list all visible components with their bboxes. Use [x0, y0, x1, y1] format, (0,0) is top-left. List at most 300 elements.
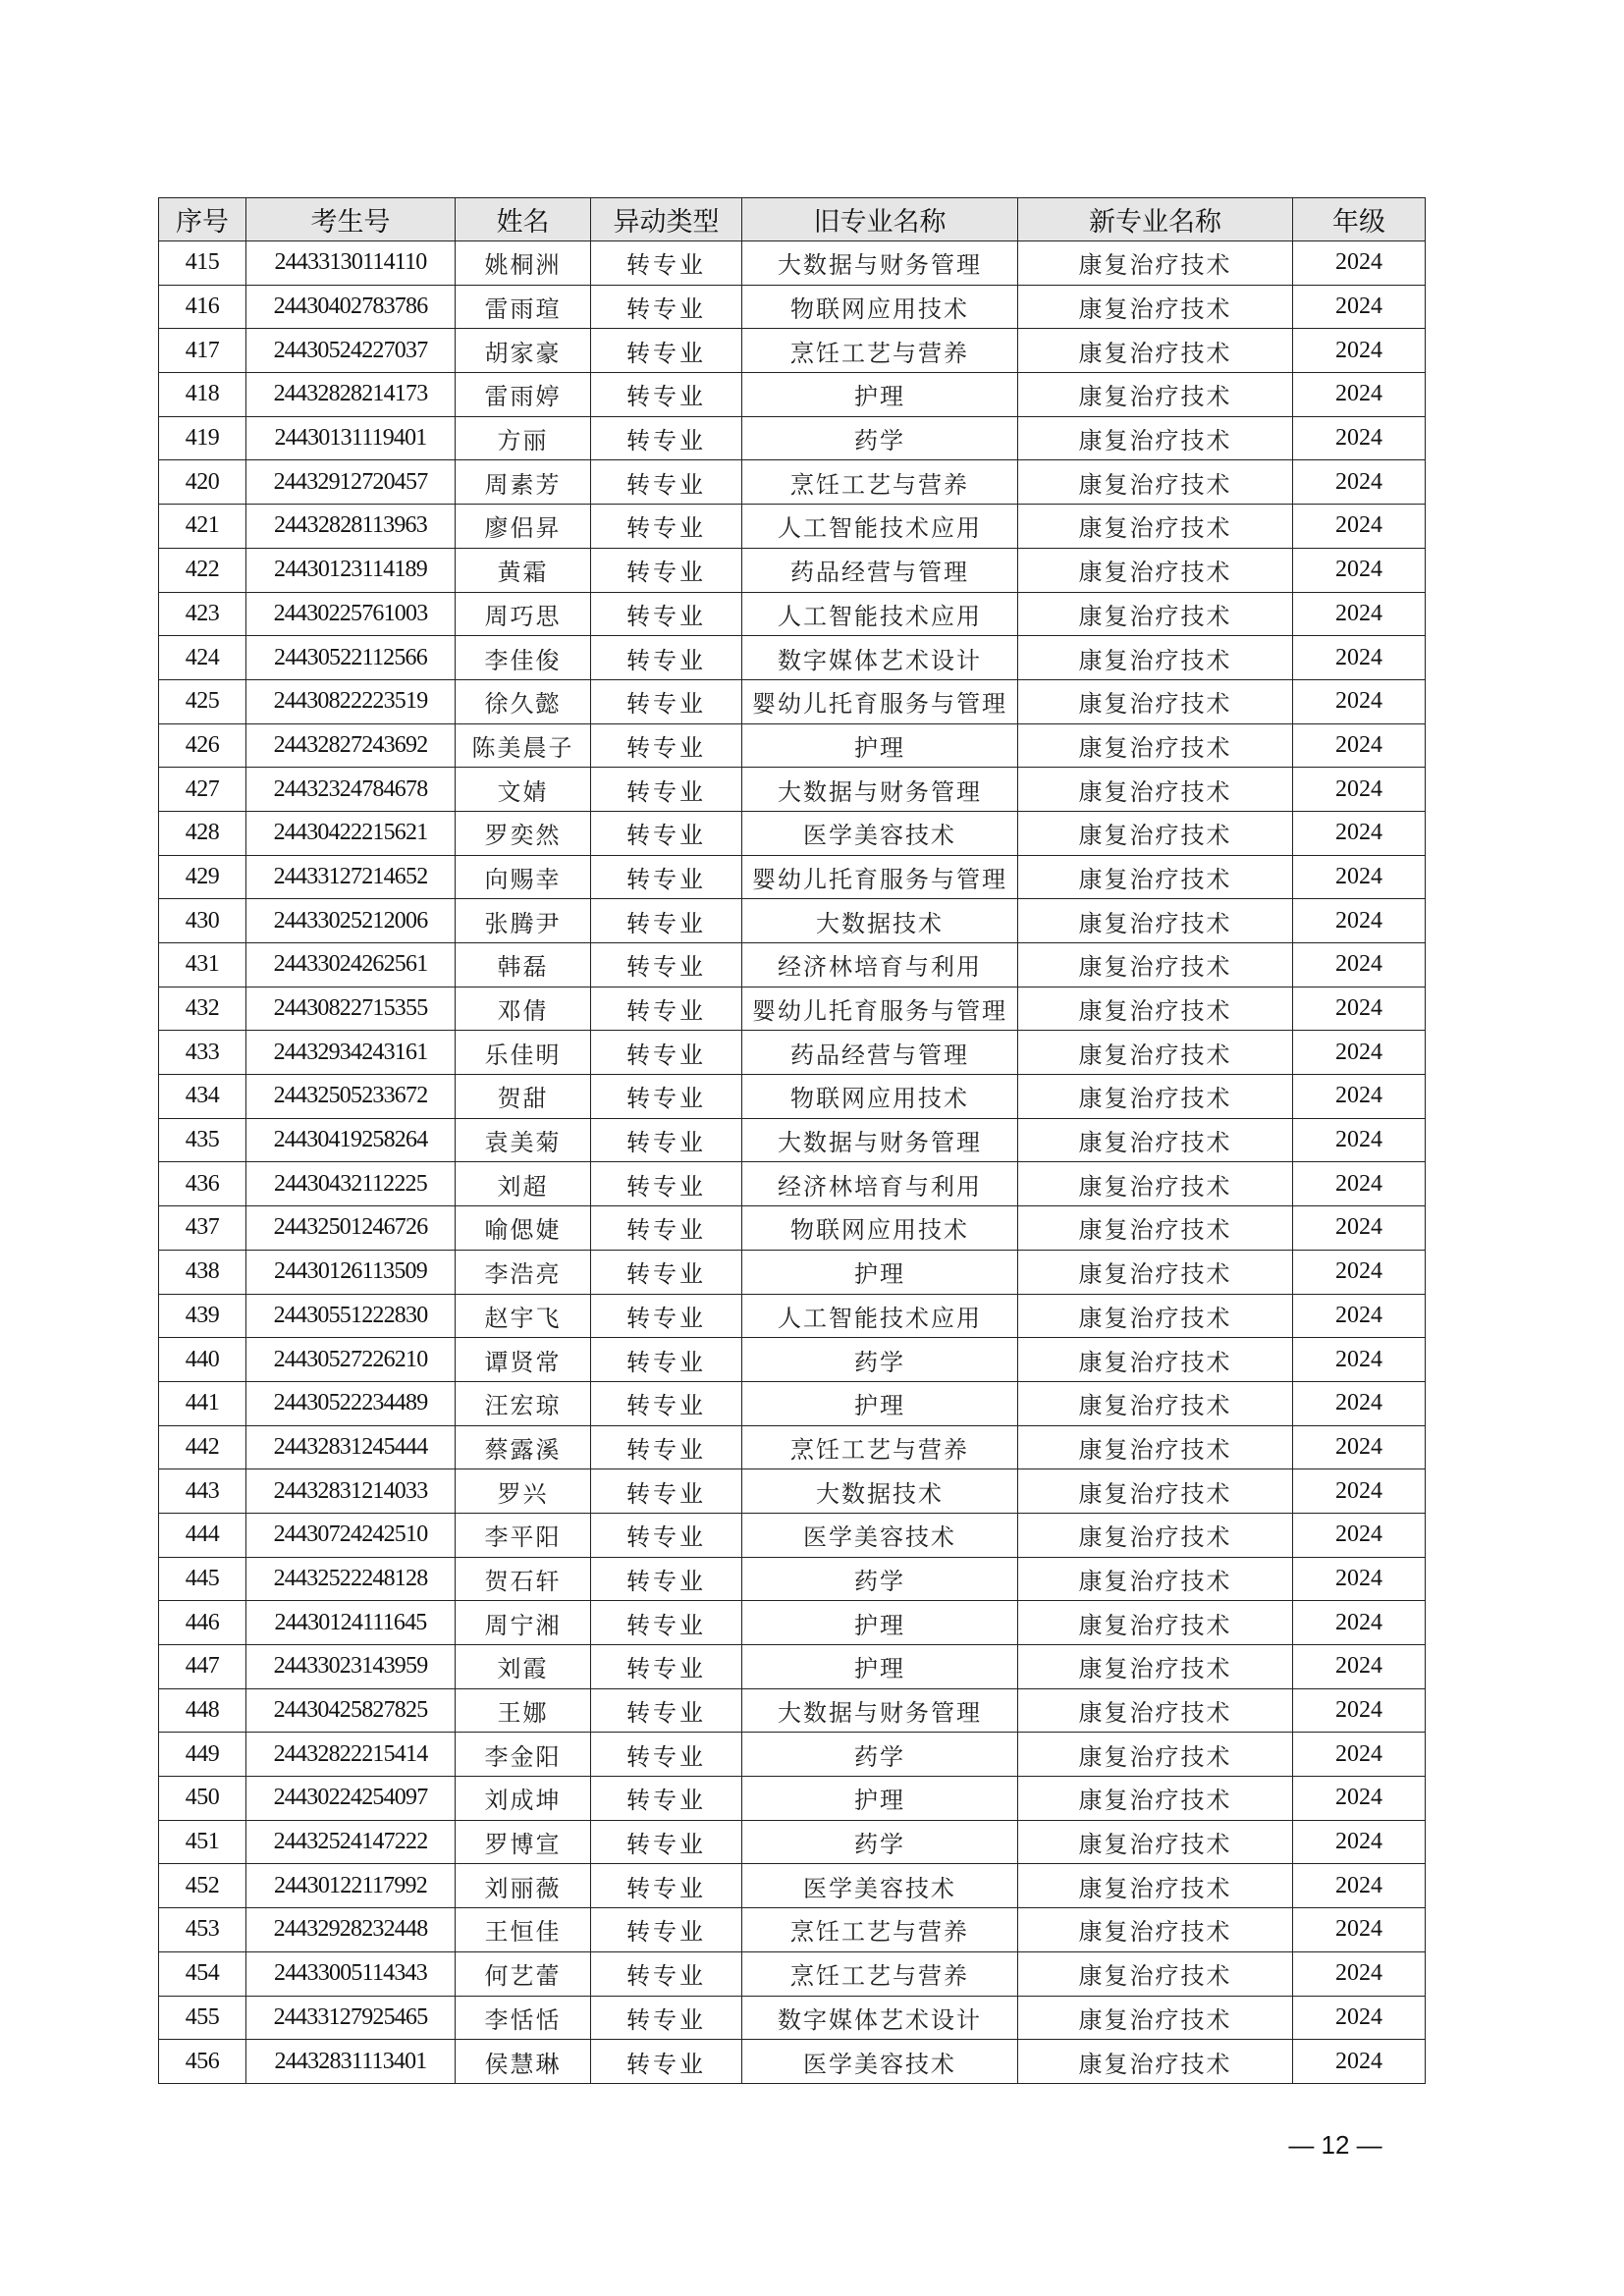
change-type-cell: 转专业 — [591, 1250, 742, 1294]
index-cell: 416 — [159, 285, 246, 329]
change-type-cell: 转专业 — [591, 592, 742, 636]
index-cell: 424 — [159, 636, 246, 680]
grade-cell: 2024 — [1293, 1162, 1426, 1206]
table-row — [159, 1381, 1426, 1425]
new-major-cell: 康复治疗技术 — [1018, 855, 1293, 899]
index-cell: 415 — [159, 241, 246, 286]
name-cell: 徐久懿 — [456, 679, 591, 723]
table-body — [159, 241, 1426, 2084]
grade-cell: 2024 — [1293, 1206, 1426, 1251]
old-major-cell: 药学 — [742, 1733, 1018, 1777]
index-cell: 431 — [159, 943, 246, 988]
name-cell: 周宁湘 — [456, 1601, 591, 1645]
name-cell: 罗兴 — [456, 1469, 591, 1514]
new-major-cell: 康复治疗技术 — [1018, 1206, 1293, 1251]
exam-id-cell: 24432822215414 — [246, 1733, 456, 1777]
index-cell: 425 — [159, 679, 246, 723]
exam-id-cell: 24433024262561 — [246, 943, 456, 988]
exam-id-cell: 24432505233672 — [246, 1075, 456, 1119]
index-cell: 418 — [159, 373, 246, 417]
grade-cell: 2024 — [1293, 2040, 1426, 2084]
old-major-cell: 大数据技术 — [742, 899, 1018, 943]
new-major-cell: 康复治疗技术 — [1018, 1031, 1293, 1075]
exam-id-cell: 24433127925465 — [246, 1996, 456, 2040]
grade-cell: 2024 — [1293, 460, 1426, 505]
name-cell: 李金阳 — [456, 1733, 591, 1777]
table-row — [159, 505, 1426, 549]
old-major-cell: 护理 — [742, 1250, 1018, 1294]
index-cell: 423 — [159, 592, 246, 636]
grade-cell: 2024 — [1293, 1557, 1426, 1601]
index-cell: 453 — [159, 1908, 246, 1952]
old-major-cell: 物联网应用技术 — [742, 1206, 1018, 1251]
table-row — [159, 636, 1426, 680]
index-cell: 430 — [159, 899, 246, 943]
change-type-cell: 转专业 — [591, 1777, 742, 1821]
change-type-cell: 转专业 — [591, 241, 742, 286]
index-cell: 439 — [159, 1294, 246, 1338]
new-major-cell: 康复治疗技术 — [1018, 987, 1293, 1031]
new-major-cell: 康复治疗技术 — [1018, 679, 1293, 723]
change-type-cell: 转专业 — [591, 1381, 742, 1425]
table-row — [159, 1688, 1426, 1733]
index-cell: 433 — [159, 1031, 246, 1075]
change-type-cell: 转专业 — [591, 416, 742, 460]
exam-id-cell: 24430126113509 — [246, 1250, 456, 1294]
change-type-cell: 转专业 — [591, 1206, 742, 1251]
old-major-cell: 大数据与财务管理 — [742, 1688, 1018, 1733]
old-major-cell: 大数据与财务管理 — [742, 768, 1018, 812]
change-type-cell: 转专业 — [591, 1338, 742, 1382]
grade-cell: 2024 — [1293, 329, 1426, 373]
grade-cell: 2024 — [1293, 1338, 1426, 1382]
old-major-cell: 大数据技术 — [742, 1469, 1018, 1514]
name-cell: 喻偲婕 — [456, 1206, 591, 1251]
new-major-cell: 康复治疗技术 — [1018, 899, 1293, 943]
exam-id-cell: 24430124111645 — [246, 1601, 456, 1645]
exam-id-cell: 24432912720457 — [246, 460, 456, 505]
name-cell: 周素芳 — [456, 460, 591, 505]
new-major-cell: 康复治疗技术 — [1018, 2040, 1293, 2084]
index-cell: 438 — [159, 1250, 246, 1294]
table-row — [159, 548, 1426, 592]
grade-cell: 2024 — [1293, 1908, 1426, 1952]
new-major-cell: 康复治疗技术 — [1018, 1601, 1293, 1645]
name-cell: 蔡露溪 — [456, 1425, 591, 1469]
change-type-cell: 转专业 — [591, 987, 742, 1031]
change-type-cell: 转专业 — [591, 1513, 742, 1557]
table-row — [159, 1075, 1426, 1119]
new-major-cell: 康复治疗技术 — [1018, 1996, 1293, 2040]
table-row — [159, 1206, 1426, 1251]
index-cell: 449 — [159, 1733, 246, 1777]
name-cell: 文婧 — [456, 768, 591, 812]
grade-cell: 2024 — [1293, 592, 1426, 636]
change-type-cell: 转专业 — [591, 679, 742, 723]
new-major-cell: 康复治疗技术 — [1018, 373, 1293, 417]
table-row — [159, 1733, 1426, 1777]
new-major-cell: 康复治疗技术 — [1018, 1820, 1293, 1864]
old-major-cell: 物联网应用技术 — [742, 1075, 1018, 1119]
new-major-cell: 康复治疗技术 — [1018, 285, 1293, 329]
new-major-cell: 康复治疗技术 — [1018, 505, 1293, 549]
new-major-cell: 康复治疗技术 — [1018, 768, 1293, 812]
name-cell: 韩磊 — [456, 943, 591, 988]
new-major-cell: 康复治疗技术 — [1018, 1469, 1293, 1514]
table-row — [159, 1250, 1426, 1294]
change-type-cell: 转专业 — [591, 460, 742, 505]
new-major-cell: 康复治疗技术 — [1018, 1951, 1293, 1996]
exam-id-cell: 24430131119401 — [246, 416, 456, 460]
exam-id-cell: 24430522234489 — [246, 1381, 456, 1425]
new-major-cell: 康复治疗技术 — [1018, 943, 1293, 988]
name-cell: 王恒佳 — [456, 1908, 591, 1952]
exam-id-cell: 24432522248128 — [246, 1557, 456, 1601]
old-major-cell: 大数据与财务管理 — [742, 1118, 1018, 1162]
table-row — [159, 460, 1426, 505]
grade-cell: 2024 — [1293, 943, 1426, 988]
name-cell: 罗博宣 — [456, 1820, 591, 1864]
exam-id-cell: 24430419258264 — [246, 1118, 456, 1162]
grade-cell: 2024 — [1293, 416, 1426, 460]
index-cell: 444 — [159, 1513, 246, 1557]
exam-id-cell: 24430822715355 — [246, 987, 456, 1031]
old-major-cell: 人工智能技术应用 — [742, 1294, 1018, 1338]
index-cell: 447 — [159, 1645, 246, 1689]
table-row — [159, 1996, 1426, 2040]
exam-id-cell: 24430524227037 — [246, 329, 456, 373]
old-major-cell: 医学美容技术 — [742, 811, 1018, 855]
grade-cell: 2024 — [1293, 1118, 1426, 1162]
grade-cell: 2024 — [1293, 1250, 1426, 1294]
table-row — [159, 1338, 1426, 1382]
exam-id-cell: 24430527226210 — [246, 1338, 456, 1382]
exam-id-cell: 24432828113963 — [246, 505, 456, 549]
new-major-cell: 康复治疗技术 — [1018, 592, 1293, 636]
table-row — [159, 811, 1426, 855]
index-cell: 429 — [159, 855, 246, 899]
index-cell: 421 — [159, 505, 246, 549]
change-type-cell: 转专业 — [591, 636, 742, 680]
old-major-cell: 烹饪工艺与营养 — [742, 329, 1018, 373]
column-header-exam-id: 考生号 — [246, 198, 456, 241]
name-cell: 雷雨瑄 — [456, 285, 591, 329]
name-cell: 王娜 — [456, 1688, 591, 1733]
index-cell: 445 — [159, 1557, 246, 1601]
old-major-cell: 医学美容技术 — [742, 1513, 1018, 1557]
grade-cell: 2024 — [1293, 1996, 1426, 2040]
change-type-cell: 转专业 — [591, 1075, 742, 1119]
table-row — [159, 1513, 1426, 1557]
grade-cell: 2024 — [1293, 1469, 1426, 1514]
change-type-cell: 转专业 — [591, 1645, 742, 1689]
name-cell: 刘成坤 — [456, 1777, 591, 1821]
change-type-cell: 转专业 — [591, 373, 742, 417]
table-row — [159, 1294, 1426, 1338]
index-cell: 419 — [159, 416, 246, 460]
name-cell: 方丽 — [456, 416, 591, 460]
grade-cell: 2024 — [1293, 855, 1426, 899]
table-row — [159, 679, 1426, 723]
new-major-cell: 康复治疗技术 — [1018, 1338, 1293, 1382]
major-transfer-table — [158, 197, 1426, 2084]
new-major-cell: 康复治疗技术 — [1018, 460, 1293, 505]
old-major-cell: 经济林培育与利用 — [742, 943, 1018, 988]
column-header-index: 序号 — [159, 198, 246, 241]
name-cell: 雷雨婷 — [456, 373, 591, 417]
index-cell: 427 — [159, 768, 246, 812]
new-major-cell: 康复治疗技术 — [1018, 1645, 1293, 1689]
new-major-cell: 康复治疗技术 — [1018, 329, 1293, 373]
name-cell: 何艺蕾 — [456, 1951, 591, 1996]
exam-id-cell: 24432524147222 — [246, 1820, 456, 1864]
exam-id-cell: 24432501246726 — [246, 1206, 456, 1251]
index-cell: 441 — [159, 1381, 246, 1425]
old-major-cell: 护理 — [742, 723, 1018, 768]
old-major-cell: 护理 — [742, 1777, 1018, 1821]
old-major-cell: 烹饪工艺与营养 — [742, 1951, 1018, 1996]
column-header-grade: 年级 — [1293, 198, 1426, 241]
index-cell: 428 — [159, 811, 246, 855]
index-cell: 450 — [159, 1777, 246, 1821]
grade-cell: 2024 — [1293, 1951, 1426, 1996]
name-cell: 廖侣昇 — [456, 505, 591, 549]
name-cell: 陈美晨子 — [456, 723, 591, 768]
index-cell: 446 — [159, 1601, 246, 1645]
new-major-cell: 康复治疗技术 — [1018, 636, 1293, 680]
index-cell: 426 — [159, 723, 246, 768]
old-major-cell: 经济林培育与利用 — [742, 1162, 1018, 1206]
old-major-cell: 烹饪工艺与营养 — [742, 1908, 1018, 1952]
old-major-cell: 护理 — [742, 1381, 1018, 1425]
exam-id-cell: 24433127214652 — [246, 855, 456, 899]
grade-cell: 2024 — [1293, 1294, 1426, 1338]
change-type-cell: 转专业 — [591, 1951, 742, 1996]
table-row — [159, 1118, 1426, 1162]
exam-id-cell: 24433005114343 — [246, 1951, 456, 1996]
grade-cell: 2024 — [1293, 679, 1426, 723]
new-major-cell: 康复治疗技术 — [1018, 241, 1293, 286]
exam-id-cell: 24430551222830 — [246, 1294, 456, 1338]
change-type-cell: 转专业 — [591, 811, 742, 855]
new-major-cell: 康复治疗技术 — [1018, 416, 1293, 460]
table-row — [159, 723, 1426, 768]
header-row — [159, 198, 1426, 241]
change-type-cell: 转专业 — [591, 899, 742, 943]
grade-cell: 2024 — [1293, 723, 1426, 768]
grade-cell: 2024 — [1293, 1733, 1426, 1777]
change-type-cell: 转专业 — [591, 548, 742, 592]
old-major-cell: 婴幼儿托育服务与管理 — [742, 987, 1018, 1031]
index-cell: 440 — [159, 1338, 246, 1382]
name-cell: 李平阳 — [456, 1513, 591, 1557]
change-type-cell: 转专业 — [591, 1733, 742, 1777]
new-major-cell: 康复治疗技术 — [1018, 723, 1293, 768]
table-row — [159, 416, 1426, 460]
name-cell: 赵宇飞 — [456, 1294, 591, 1338]
old-major-cell: 药学 — [742, 1820, 1018, 1864]
exam-id-cell: 24430822223519 — [246, 679, 456, 723]
table-row — [159, 1951, 1426, 1996]
table-row — [159, 1777, 1426, 1821]
index-cell: 422 — [159, 548, 246, 592]
new-major-cell: 康复治疗技术 — [1018, 1425, 1293, 1469]
name-cell: 侯慧琳 — [456, 2040, 591, 2084]
grade-cell: 2024 — [1293, 636, 1426, 680]
old-major-cell: 护理 — [742, 373, 1018, 417]
name-cell: 姚桐洲 — [456, 241, 591, 286]
old-major-cell: 护理 — [742, 1645, 1018, 1689]
table-row — [159, 1645, 1426, 1689]
change-type-cell: 转专业 — [591, 285, 742, 329]
grade-cell: 2024 — [1293, 1645, 1426, 1689]
name-cell: 罗奕然 — [456, 811, 591, 855]
new-major-cell: 康复治疗技术 — [1018, 1908, 1293, 1952]
column-header-new-major: 新专业名称 — [1018, 198, 1293, 241]
change-type-cell: 转专业 — [591, 1908, 742, 1952]
name-cell: 贺甜 — [456, 1075, 591, 1119]
table-row — [159, 285, 1426, 329]
table-row — [159, 768, 1426, 812]
table-row — [159, 1469, 1426, 1514]
change-type-cell: 转专业 — [591, 1469, 742, 1514]
table-row — [159, 1820, 1426, 1864]
exam-id-cell: 24430724242510 — [246, 1513, 456, 1557]
old-major-cell: 数字媒体艺术设计 — [742, 636, 1018, 680]
old-major-cell: 婴幼儿托育服务与管理 — [742, 679, 1018, 723]
grade-cell: 2024 — [1293, 1688, 1426, 1733]
name-cell: 李佳俊 — [456, 636, 591, 680]
index-cell: 437 — [159, 1206, 246, 1251]
exam-id-cell: 24430123114189 — [246, 548, 456, 592]
table-row — [159, 987, 1426, 1031]
name-cell: 邓倩 — [456, 987, 591, 1031]
new-major-cell: 康复治疗技术 — [1018, 1294, 1293, 1338]
column-header-old-major: 旧专业名称 — [742, 198, 1018, 241]
index-cell: 456 — [159, 2040, 246, 2084]
old-major-cell: 数字媒体艺术设计 — [742, 1996, 1018, 2040]
name-cell: 黄霜 — [456, 548, 591, 592]
index-cell: 452 — [159, 1864, 246, 1908]
table-row — [159, 943, 1426, 988]
page-number: — 12 — — [1288, 2130, 1382, 2160]
name-cell: 李浩亮 — [456, 1250, 591, 1294]
change-type-cell: 转专业 — [591, 1425, 742, 1469]
grade-cell: 2024 — [1293, 768, 1426, 812]
table-row — [159, 1162, 1426, 1206]
grade-cell: 2024 — [1293, 505, 1426, 549]
table-row — [159, 1031, 1426, 1075]
index-cell: 451 — [159, 1820, 246, 1864]
grade-cell: 2024 — [1293, 987, 1426, 1031]
exam-id-cell: 24432934243161 — [246, 1031, 456, 1075]
new-major-cell: 康复治疗技术 — [1018, 1513, 1293, 1557]
old-major-cell: 烹饪工艺与营养 — [742, 460, 1018, 505]
change-type-cell: 转专业 — [591, 2040, 742, 2084]
table-row — [159, 1557, 1426, 1601]
name-cell: 袁美菊 — [456, 1118, 591, 1162]
grade-cell: 2024 — [1293, 241, 1426, 286]
exam-id-cell: 24432324784678 — [246, 768, 456, 812]
exam-id-cell: 24430425827825 — [246, 1688, 456, 1733]
table-row — [159, 1864, 1426, 1908]
old-major-cell: 烹饪工艺与营养 — [742, 1425, 1018, 1469]
index-cell: 417 — [159, 329, 246, 373]
change-type-cell: 转专业 — [591, 1820, 742, 1864]
exam-id-cell: 24433130114110 — [246, 241, 456, 286]
name-cell: 周巧思 — [456, 592, 591, 636]
table-row — [159, 1908, 1426, 1952]
exam-id-cell: 24430224254097 — [246, 1777, 456, 1821]
old-major-cell: 药学 — [742, 1557, 1018, 1601]
grade-cell: 2024 — [1293, 899, 1426, 943]
name-cell: 乐佳明 — [456, 1031, 591, 1075]
new-major-cell: 康复治疗技术 — [1018, 1864, 1293, 1908]
change-type-cell: 转专业 — [591, 723, 742, 768]
grade-cell: 2024 — [1293, 1425, 1426, 1469]
table-row — [159, 241, 1426, 286]
table-row — [159, 899, 1426, 943]
old-major-cell: 药品经营与管理 — [742, 548, 1018, 592]
grade-cell: 2024 — [1293, 1777, 1426, 1821]
name-cell: 刘超 — [456, 1162, 591, 1206]
new-major-cell: 康复治疗技术 — [1018, 1162, 1293, 1206]
exam-id-cell: 24430122117992 — [246, 1864, 456, 1908]
column-header-name: 姓名 — [456, 198, 591, 241]
old-major-cell: 物联网应用技术 — [742, 285, 1018, 329]
index-cell: 434 — [159, 1075, 246, 1119]
old-major-cell: 人工智能技术应用 — [742, 505, 1018, 549]
new-major-cell: 康复治疗技术 — [1018, 548, 1293, 592]
change-type-cell: 转专业 — [591, 1864, 742, 1908]
old-major-cell: 药学 — [742, 416, 1018, 460]
new-major-cell: 康复治疗技术 — [1018, 1075, 1293, 1119]
name-cell: 汪宏琼 — [456, 1381, 591, 1425]
column-header-change-type: 异动类型 — [591, 198, 742, 241]
change-type-cell: 转专业 — [591, 943, 742, 988]
grade-cell: 2024 — [1293, 285, 1426, 329]
new-major-cell: 康复治疗技术 — [1018, 1381, 1293, 1425]
old-major-cell: 药品经营与管理 — [742, 1031, 1018, 1075]
new-major-cell: 康复治疗技术 — [1018, 1733, 1293, 1777]
change-type-cell: 转专业 — [591, 1688, 742, 1733]
new-major-cell: 康复治疗技术 — [1018, 1118, 1293, 1162]
change-type-cell: 转专业 — [591, 1601, 742, 1645]
new-major-cell: 康复治疗技术 — [1018, 1250, 1293, 1294]
exam-id-cell: 24432831113401 — [246, 2040, 456, 2084]
change-type-cell: 转专业 — [591, 1031, 742, 1075]
grade-cell: 2024 — [1293, 1601, 1426, 1645]
old-major-cell: 药学 — [742, 1338, 1018, 1382]
table-row — [159, 329, 1426, 373]
grade-cell: 2024 — [1293, 1820, 1426, 1864]
table-row — [159, 2040, 1426, 2084]
change-type-cell: 转专业 — [591, 505, 742, 549]
new-major-cell: 康复治疗技术 — [1018, 1557, 1293, 1601]
name-cell: 刘丽薇 — [456, 1864, 591, 1908]
exam-id-cell: 24430225761003 — [246, 592, 456, 636]
exam-id-cell: 24432928232448 — [246, 1908, 456, 1952]
change-type-cell: 转专业 — [591, 768, 742, 812]
index-cell: 420 — [159, 460, 246, 505]
name-cell: 李恬恬 — [456, 1996, 591, 2040]
change-type-cell: 转专业 — [591, 855, 742, 899]
exam-id-cell: 24432831214033 — [246, 1469, 456, 1514]
exam-id-cell: 24430422215621 — [246, 811, 456, 855]
grade-cell: 2024 — [1293, 1864, 1426, 1908]
change-type-cell: 转专业 — [591, 1118, 742, 1162]
new-major-cell: 康复治疗技术 — [1018, 811, 1293, 855]
